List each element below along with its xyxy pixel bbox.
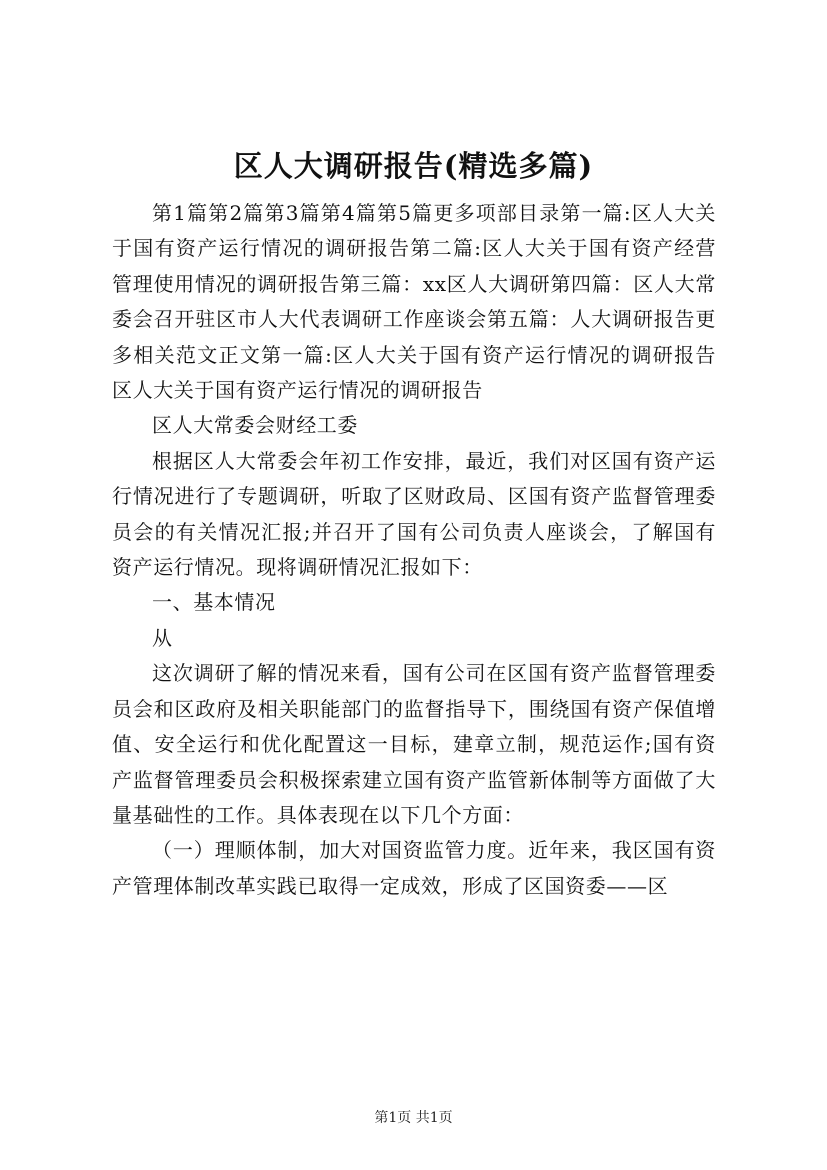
paragraph-survey-findings: 这次调研了解的情况来看，国有公司在区国有资产监督管理委员会和区政府及相关职能部门的监督指导下，围绕国有资产保值增值、安全运行和优化配置这一目标，建章立制，规范运作;国有资产监督管理委员会积极探索建立国有资产监管新体制等方面做了大量基础性的工作。具体表现在以下几个方面： bbox=[112, 661, 716, 827]
paragraph-intro: 根据区人大常委会年初工作安排，最近，我们对区国有资产运行情况进行了专题调研，听取了区财政局、区国有资产监督管理委员会的有关情况汇报;并召开了国有公司负责人座谈会，了解国有资产运行情况。现将调研情况汇报如下： bbox=[112, 448, 716, 580]
paragraph-fragment: 从 bbox=[152, 625, 173, 650]
paragraph-item-one: （一）理顺体制，加大对国资监管力度。近年来，我区国有资产管理体制改革实践已取得一定成效，形成了区国资委——区 bbox=[112, 838, 716, 898]
paragraph-author-unit: 区人大常委会财经工委 bbox=[152, 413, 358, 438]
section-heading-basic-situation: 一、基本情况 bbox=[152, 590, 276, 615]
document-title: 区人大调研报告(精选多篇) bbox=[233, 149, 594, 183]
page-footer: 第1页 共1页 bbox=[374, 1110, 453, 1126]
paragraph-table-of-contents: 第1篇第2篇第3篇第4篇第5篇更多项部目录第一篇:区人大关于国有资产运行情况的调研报告第二篇:区人大关于国有资产经营管理使用情况的调研报告第三篇：xx区人大调研第四篇：区人大常委会召开驻区市人大代表调研工作座谈会第五篇：人大调研报告更多相关范文正文第一篇:区人大关于国有资产运行情况的调研报告区人大关于国有资产运行情况的调研报告 bbox=[112, 201, 716, 403]
document-body bbox=[112, 196, 716, 904]
